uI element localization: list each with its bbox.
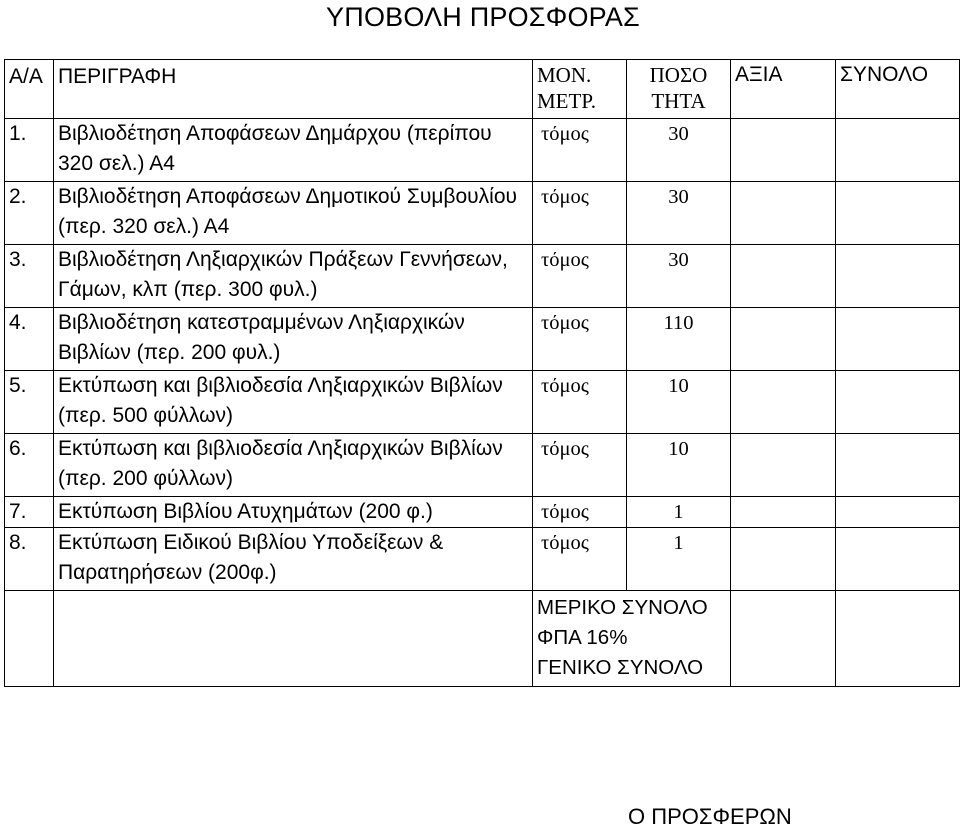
- header-description: ΠΕΡΙΓΡΑΦΗ: [54, 60, 533, 119]
- summary-empty-aa: [5, 591, 54, 687]
- row-description: Βιβλιοδέτηση Αποφάσεων Δημοτικού Συμβουλίου (περ. 320 σελ.) Α4: [54, 182, 533, 245]
- header-aa: Α/Α: [5, 60, 54, 119]
- offer-table: [4, 59, 960, 687]
- row-unit: τόμος: [533, 434, 627, 497]
- vat-label: ΦΠΑ 16%: [537, 626, 628, 649]
- table-row: [5, 497, 960, 528]
- header-total: ΣΥΝΟΛΟ: [836, 60, 960, 119]
- row-description: Βιβλιοδέτηση κατεστραμμένων Ληξιαρχικών Βιβλίων (περ. 200 φυλ.): [54, 308, 533, 371]
- row-total-cell[interactable]: [836, 119, 960, 182]
- row-value-cell[interactable]: [731, 528, 836, 591]
- row-value-cell[interactable]: [731, 497, 836, 528]
- row-total-cell[interactable]: [836, 245, 960, 308]
- row-value-cell[interactable]: [731, 119, 836, 182]
- summary-labels: [533, 591, 731, 687]
- row-total-cell[interactable]: [836, 434, 960, 497]
- header-value: ΑΞΙΑ: [731, 60, 836, 119]
- row-quantity: 30: [627, 119, 731, 182]
- row-description: Εκτύπωση και βιβλιοδεσία Ληξιαρχικών Βιβλίων (περ. 500 φύλλων): [54, 371, 533, 434]
- table-row: [5, 245, 960, 308]
- row-description: Βιβλιοδέτηση Ληξιαρχικών Πράξεων Γεννήσεων, Γάμων, κλπ (περ. 300 φυλ.): [54, 245, 533, 308]
- row-description: Βιβλιοδέτηση Αποφάσεων Δημάρχου (περίπου 320 σελ.) Α4: [54, 119, 533, 182]
- grand-total-label: ΓΕΝΙΚΟ ΣΥΝΟΛΟ: [537, 656, 704, 679]
- row-total-cell[interactable]: [836, 371, 960, 434]
- row-description: Εκτύπωση Βιβλίου Ατυχημάτων (200 φ.): [54, 497, 533, 528]
- table-row: [5, 182, 960, 245]
- row-quantity: 1: [627, 528, 731, 591]
- summary-total-cell[interactable]: [836, 591, 960, 687]
- header-quantity: ΠΟΣΟ ΤΗΤΑ: [627, 60, 731, 119]
- row-value-cell[interactable]: [731, 308, 836, 371]
- row-value-cell[interactable]: [731, 182, 836, 245]
- subtotal-label: ΜΕΡΙΚΟ ΣΥΝΟΛΟ: [537, 596, 708, 619]
- row-value-cell[interactable]: [731, 371, 836, 434]
- row-quantity: 10: [627, 434, 731, 497]
- row-quantity: 30: [627, 182, 731, 245]
- table-row: [5, 119, 960, 182]
- row-total-cell[interactable]: [836, 308, 960, 371]
- row-aa: 5.: [5, 371, 54, 434]
- row-aa: 8.: [5, 528, 54, 591]
- row-unit: τόμος: [533, 528, 627, 591]
- row-aa: 4.: [5, 308, 54, 371]
- row-value-cell[interactable]: [731, 434, 836, 497]
- row-total-cell[interactable]: [836, 182, 960, 245]
- row-quantity: 30: [627, 245, 731, 308]
- row-quantity: 10: [627, 371, 731, 434]
- row-unit: τόμος: [533, 308, 627, 371]
- row-total-cell[interactable]: [836, 497, 960, 528]
- row-unit: τόμος: [533, 497, 627, 528]
- table-row: [5, 528, 960, 591]
- row-description: Εκτύπωση και βιβλιοδεσία Ληξιαρχικών Βιβλίων (περ. 200 φύλλων): [54, 434, 533, 497]
- row-value-cell[interactable]: [731, 245, 836, 308]
- row-unit: τόμος: [533, 119, 627, 182]
- row-aa: 7.: [5, 497, 54, 528]
- signature-label: Ο ΠΡΟΣΦΕΡΩΝ: [628, 804, 792, 829]
- summary-value-cell[interactable]: [731, 591, 836, 687]
- row-quantity: 110: [627, 308, 731, 371]
- row-aa: 2.: [5, 182, 54, 245]
- table-row: [5, 434, 960, 497]
- row-aa: 6.: [5, 434, 54, 497]
- summary-row: [5, 591, 960, 687]
- row-quantity: 1: [627, 497, 731, 528]
- table-body: [5, 119, 960, 591]
- row-total-cell[interactable]: [836, 528, 960, 591]
- summary-empty-description: [54, 591, 533, 687]
- header-unit: ΜΟΝ. ΜΕΤΡ.: [533, 60, 627, 119]
- document-title: ΥΠΟΒΟΛΗ ΠΡΟΣΦΟΡΑΣ: [326, 2, 640, 32]
- row-aa: 3.: [5, 245, 54, 308]
- table-header-row: [5, 60, 960, 119]
- table-row: [5, 308, 960, 371]
- row-unit: τόμος: [533, 371, 627, 434]
- row-aa: 1.: [5, 119, 54, 182]
- row-unit: τόμος: [533, 182, 627, 245]
- row-unit: τόμος: [533, 245, 627, 308]
- table-row: [5, 371, 960, 434]
- row-description: Εκτύπωση Ειδικού Βιβλίου Υποδείξεων & Παρατηρήσεων (200φ.): [54, 528, 533, 591]
